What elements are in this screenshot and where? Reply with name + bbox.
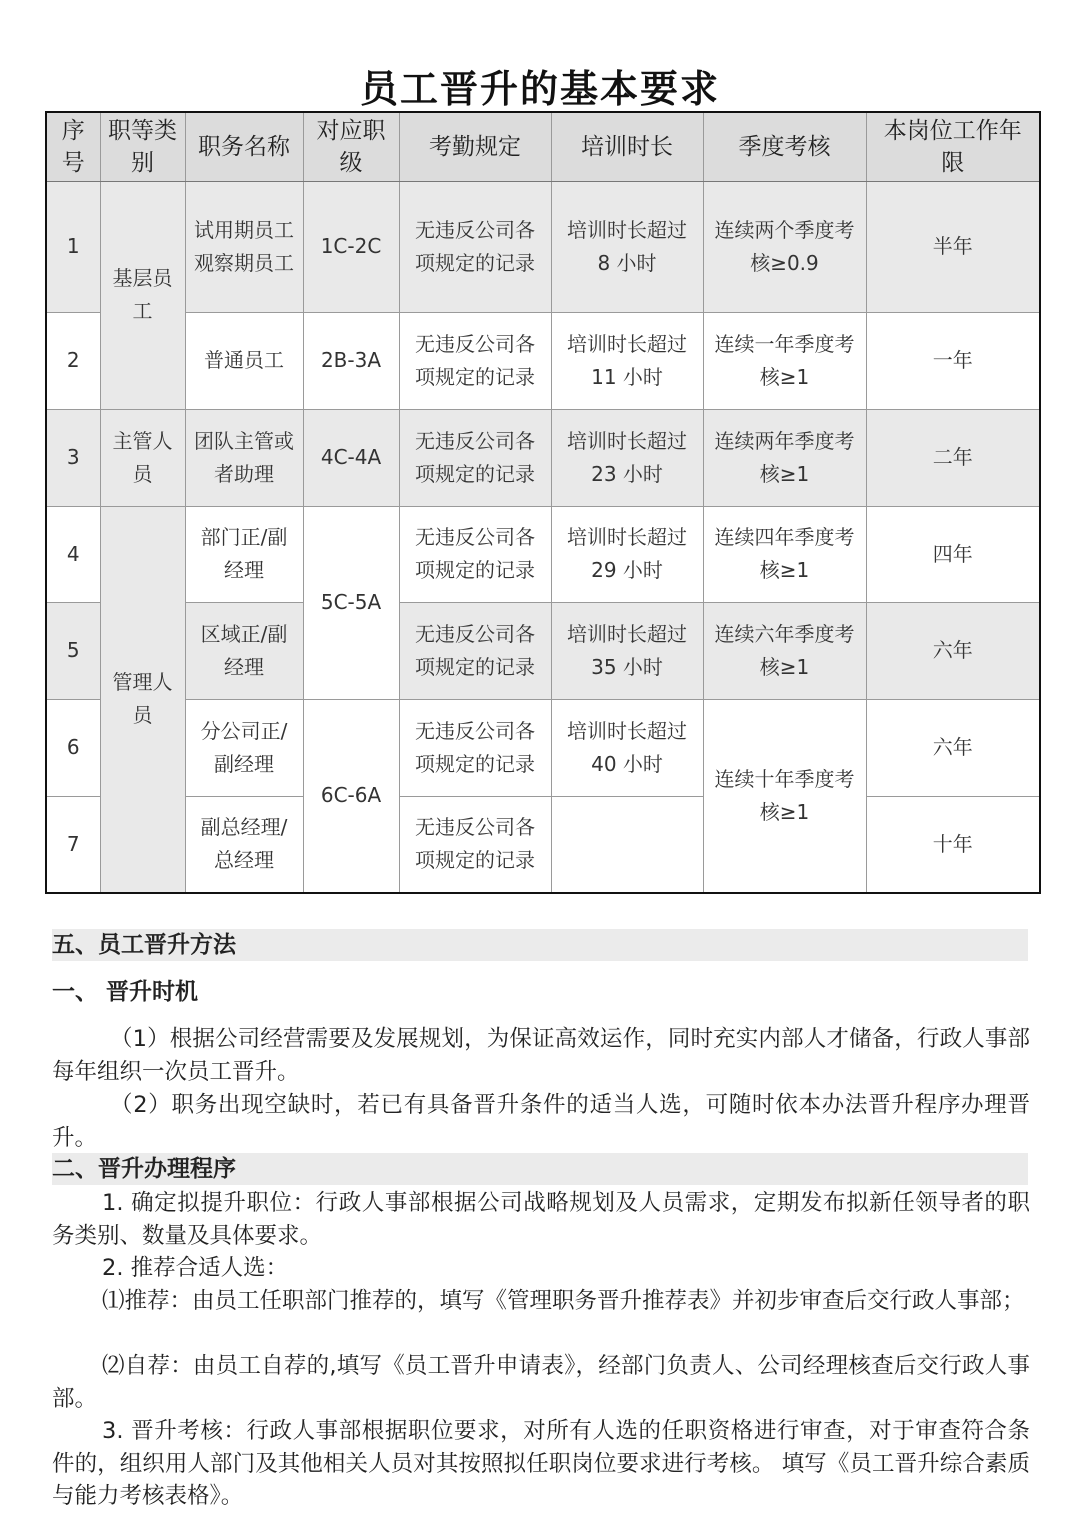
cell-level: 4C-4A <box>303 409 399 506</box>
table-header-row <box>46 112 1040 181</box>
cell-attendance: 无违反公司各项规定的记录 <box>399 409 551 506</box>
cell-position: 团队主管或者助理 <box>185 409 303 506</box>
table-row <box>46 796 1040 893</box>
cell-quarterly: 连续一年季度考核≥1 <box>703 312 866 409</box>
header-category: 职等类别 <box>100 112 185 181</box>
cell-attendance: 无违反公司各项规定的记录 <box>399 506 551 602</box>
table-row <box>46 409 1040 506</box>
cell-quarterly: 连续两年季度考核≥1 <box>703 409 866 506</box>
subsection-heading-procedure: 二、晋升办理程序 <box>52 1153 1028 1185</box>
section-heading-five: 五、员工晋升方法 <box>52 929 1028 961</box>
header-attendance: 考勤规定 <box>399 112 551 181</box>
cell-years: 半年 <box>866 181 1040 312</box>
cell-no: 4 <box>46 506 100 602</box>
table-row <box>46 506 1040 602</box>
cell-no: 2 <box>46 312 100 409</box>
cell-training: 培训时长超过 23 小时 <box>551 409 703 506</box>
cell-attendance: 无违反公司各项规定的记录 <box>399 796 551 893</box>
cell-no: 5 <box>46 602 100 699</box>
cell-attendance: 无违反公司各项规定的记录 <box>399 602 551 699</box>
cell-no: 1 <box>46 181 100 312</box>
header-position: 职务名称 <box>185 112 303 181</box>
header-quarterly: 季度考核 <box>703 112 866 181</box>
promotion-requirements-table <box>45 111 1041 894</box>
cell-position: 分公司正/副经理 <box>185 699 303 796</box>
cell-quarterly: 连续六年季度考核≥1 <box>703 602 866 699</box>
cell-quarterly: 连续两个季度考核≥0.9 <box>703 181 866 312</box>
cell-attendance: 无违反公司各项规定的记录 <box>399 181 551 312</box>
table-row <box>46 312 1040 409</box>
paragraph-procedure-self: ⑵自荐：由员工自荐的,填写《员工晋升申请表》，经部门负责人、公司经理核查后交行政人事部。 <box>52 1353 1030 1412</box>
cell-training: 培训时长超过 8 小时 <box>551 181 703 312</box>
cell-years: 一年 <box>866 312 1040 409</box>
paragraph-timing-1: （1）根据公司经营需要及发展规划，为保证高效运作，同时充实内部人才储备，行政人事部每年组织一次员工晋升。 <box>52 1026 1030 1085</box>
cell-training: 培训时长超过 29 小时 <box>551 506 703 602</box>
cell-years: 二年 <box>866 409 1040 506</box>
header-no: 序号 <box>46 112 100 181</box>
cell-level: 6C-6A <box>303 699 399 893</box>
paragraph-procedure-recommend: ⑴推荐：由员工任职部门推荐的，填写《管理职务晋升推荐表》并初步审查后交行政人事部； <box>102 1288 1025 1314</box>
cell-category: 基层员工 <box>100 181 185 409</box>
cell-quarterly: 连续四年季度考核≥1 <box>703 506 866 602</box>
cell-training: 培训时长超过 11 小时 <box>551 312 703 409</box>
cell-attendance: 无违反公司各项规定的记录 <box>399 699 551 796</box>
cell-position: 试用期员工观察期员工 <box>185 181 303 312</box>
paragraph-procedure-1: 1. 确定拟提升职位：行政人事部根据公司战略规划及人员需求，定期发布拟新任领导者的职务类别、数量及具体要求。 <box>52 1190 1030 1249</box>
cell-attendance: 无违反公司各项规定的记录 <box>399 312 551 409</box>
cell-years: 六年 <box>866 699 1040 796</box>
cell-training: 培训时长超过 40 小时 <box>551 699 703 796</box>
cell-years: 六年 <box>866 602 1040 699</box>
cell-training <box>551 796 703 893</box>
cell-category: 主管人员 <box>100 409 185 506</box>
paragraph-procedure-2: 2. 推荐合适人选： <box>102 1255 289 1281</box>
paragraph-procedure-3: 3. 晋升考核：行政人事部根据职位要求，对所有人选的任职资格进行审查，对于审查符合条件的，组织用人部门及其他相关人员对其按照拟任职岗位要求进行考核。 填写《员工晋升综合素质与能力考核表格》。 <box>52 1418 1030 1509</box>
table-row <box>46 699 1040 796</box>
cell-years: 十年 <box>866 796 1040 893</box>
cell-position: 普通员工 <box>185 312 303 409</box>
cell-position: 部门正/副经理 <box>185 506 303 602</box>
cell-position: 区域正/副经理 <box>185 602 303 699</box>
cell-level: 1C-2C <box>303 181 399 312</box>
header-training: 培训时长 <box>551 112 703 181</box>
cell-years: 四年 <box>866 506 1040 602</box>
table-row <box>46 181 1040 312</box>
cell-no: 7 <box>46 796 100 893</box>
cell-category: 管理人员 <box>100 506 185 893</box>
cell-level: 5C-5A <box>303 506 399 699</box>
cell-quarterly: 连续十年季度考核≥1 <box>703 699 866 893</box>
cell-level: 2B-3A <box>303 312 399 409</box>
subsection-heading-timing: 一、 晋升时机 <box>52 979 199 1005</box>
cell-training: 培训时长超过 35 小时 <box>551 602 703 699</box>
header-years: 本岗位工作年限 <box>866 112 1040 181</box>
cell-position: 副总经理/总经理 <box>185 796 303 893</box>
table-row <box>46 602 1040 699</box>
paragraph-timing-2: （2）职务出现空缺时，若已有具备晋升条件的适当人选，可随时依本办法晋升程序办理晋升。 <box>52 1092 1030 1151</box>
cell-no: 3 <box>46 409 100 506</box>
page-title: 员工晋升的基本要求 <box>359 67 720 111</box>
cell-no: 6 <box>46 699 100 796</box>
header-level: 对应职级 <box>303 112 399 181</box>
